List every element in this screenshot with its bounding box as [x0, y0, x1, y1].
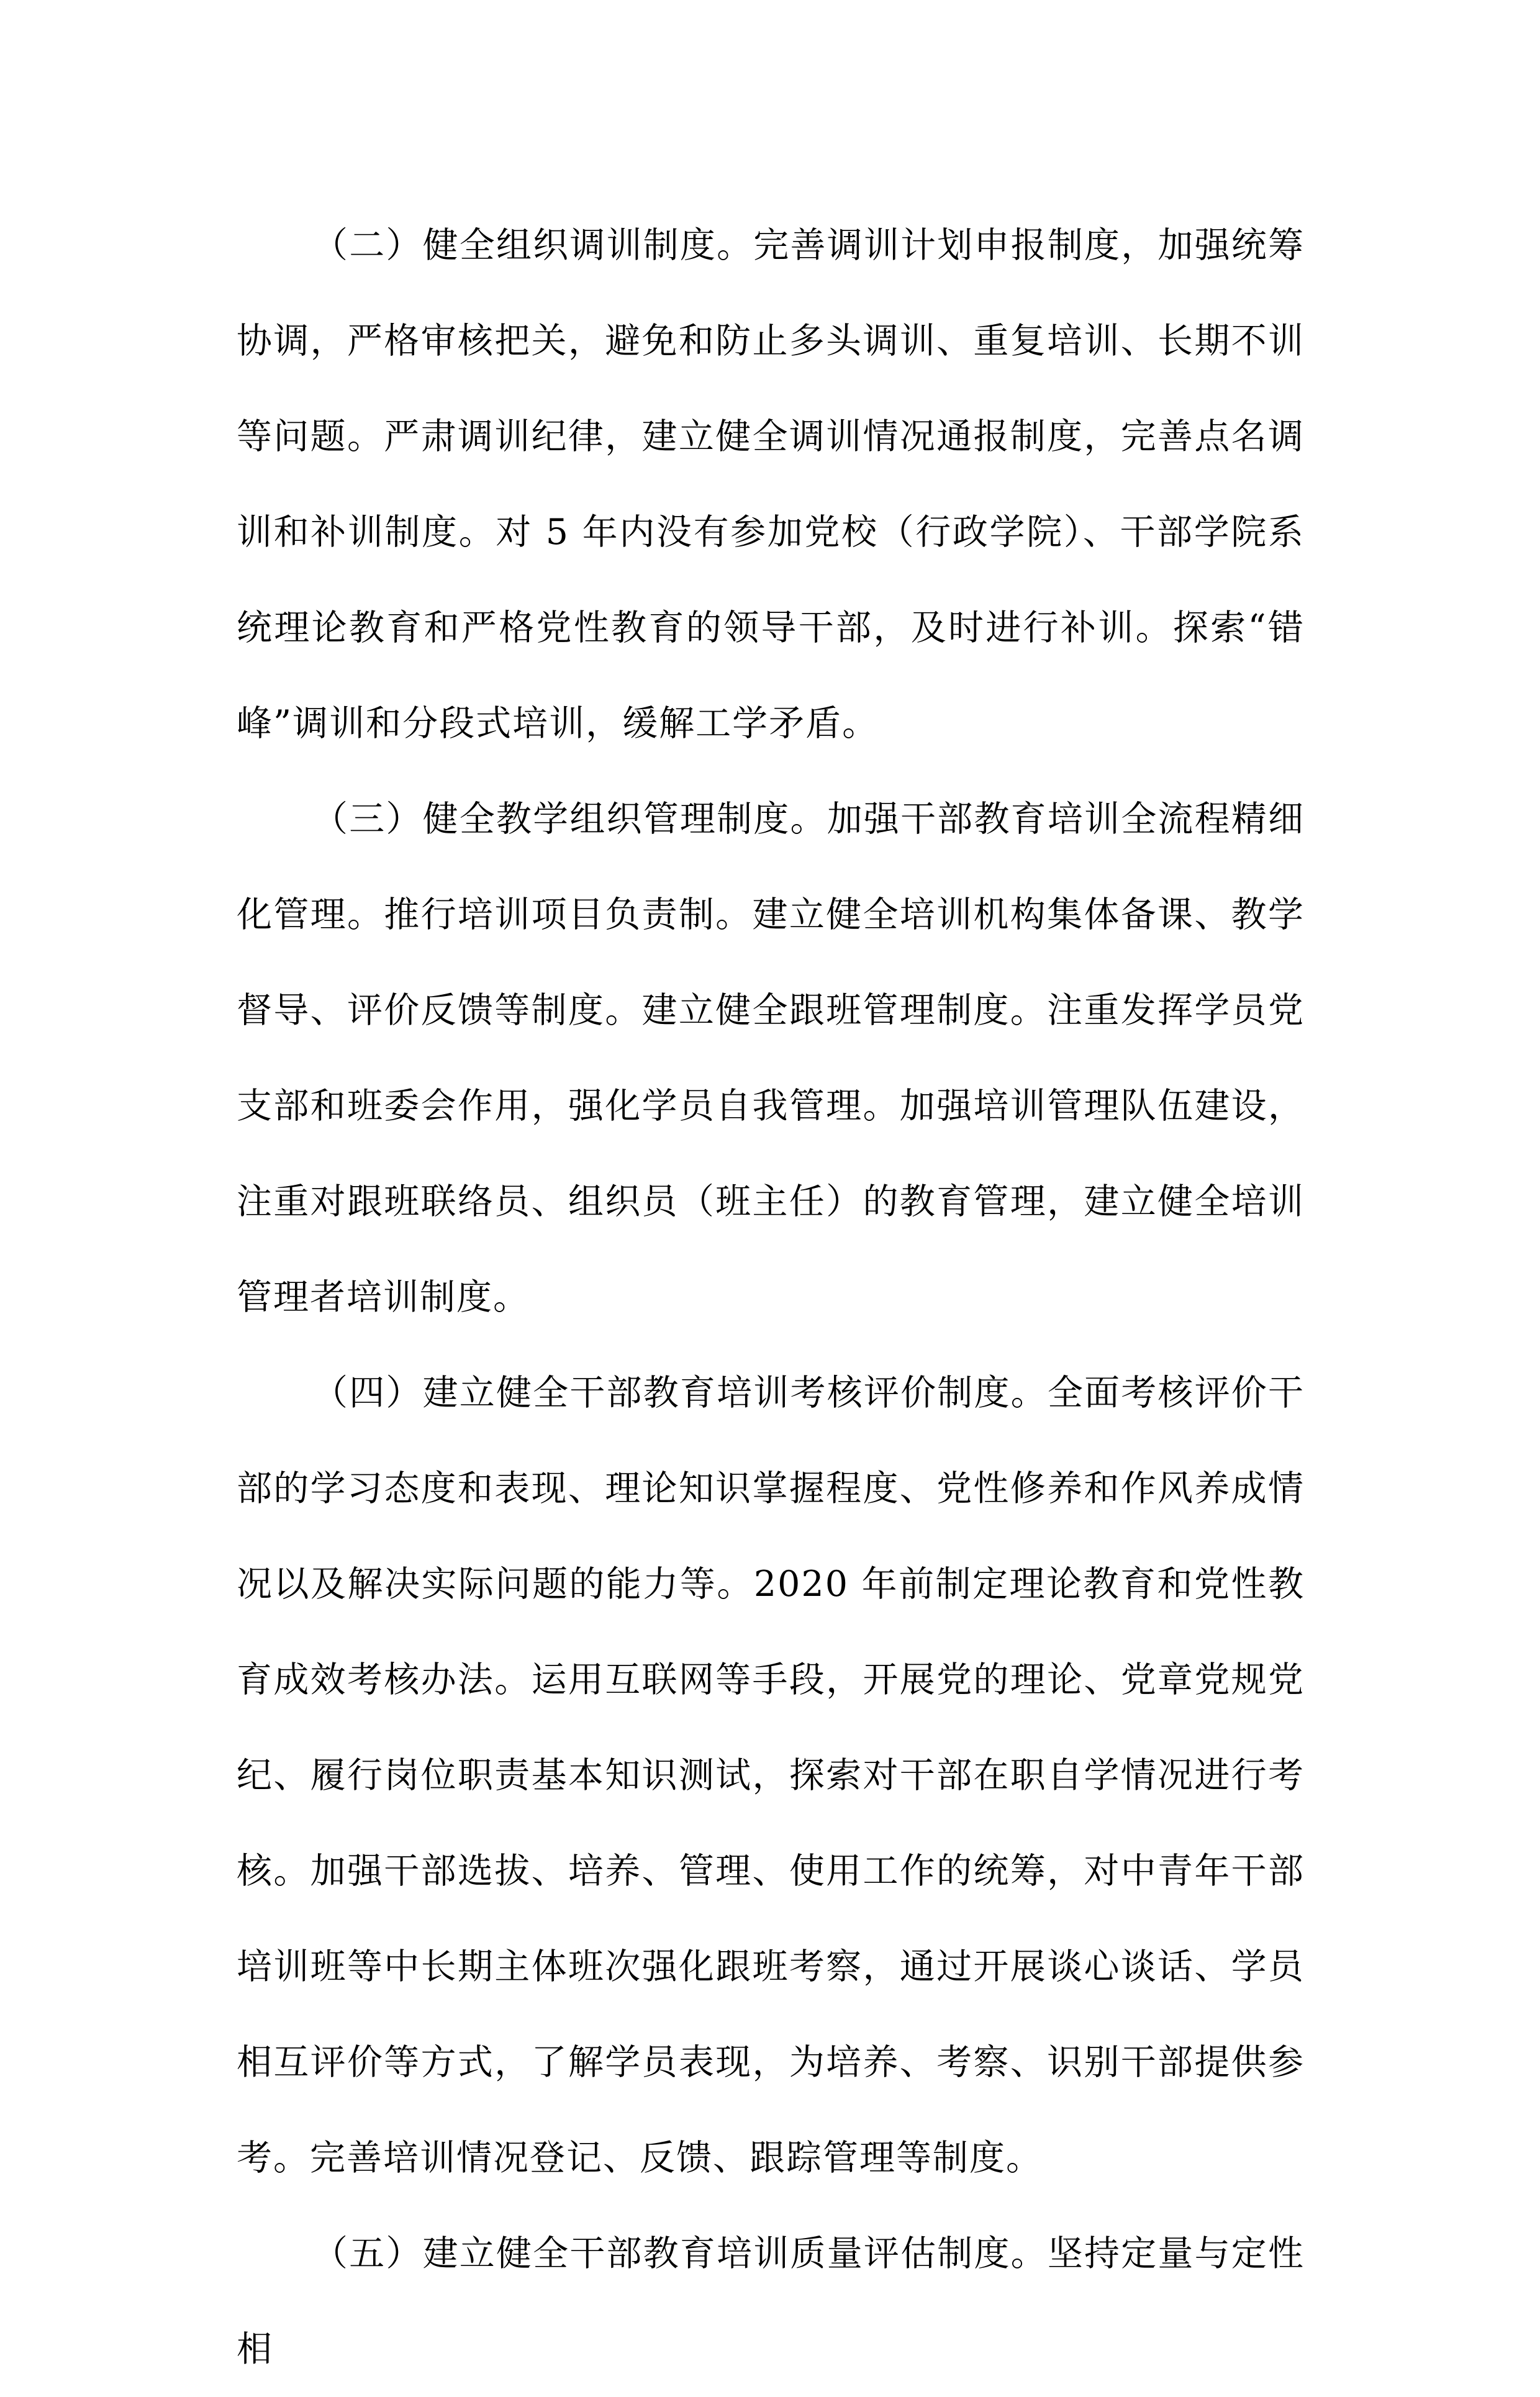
paragraph-section-3: （三）健全教学组织管理制度。加强干部教育培训全流程精细化管理。推行培训项目负责制。建立健全培训机构集体备课、教学督导、评价反馈等制度。建立健全跟班管理制度。注重发挥学员党支部和班委会作用，强化学员自我管理。加强培训管理队伍建设，注重对跟班联络员、组织员（班主任）的教育管理，建立健全培训管理者培训制度。	[237, 799, 1305, 1318]
document-body	[237, 197, 1305, 2397]
paragraph-section-5: （五）建立健全干部教育培训质量评估制度。坚持定量与定性相	[237, 2233, 1305, 2370]
paragraph-section-4: （四）建立健全干部教育培训考核评价制度。全面考核评价干部的学习态度和表现、理论知识掌握程度、党性修养和作风养成情况以及解决实际问题的能力等。2020 年前制定理论教育和党性教育成效考核办法。运用互联网等手段，开展党的理论、党章党规党纪、履行岗位职责基本知识测试，探索对干部在职自学情况进行考核。加强干部选拔、培养、管理、使用工作的统筹，对中青年干部培训班等中长期主体班次强化跟班考察，通过开展谈心谈话、学员相互评价等方式，了解学员表现，为培养、考察、识别干部提供参考。完善培训情况登记、反馈、跟踪管理等制度。	[237, 1372, 1305, 2178]
paragraph-section-2: （二）健全组织调训制度。完善调训计划申报制度，加强统筹协调，严格审核把关，避免和防止多头调训、重复培训、长期不训等问题。严肃调训纪律，建立健全调训情况通报制度，完善点名调训和补训制度。对 5 年内没有参加党校（行政学院）、干部学院系统理论教育和严格党性教育的领导干部，及时进行补训。探索“错峰”调训和分段式培训，缓解工学矛盾。	[237, 225, 1305, 744]
